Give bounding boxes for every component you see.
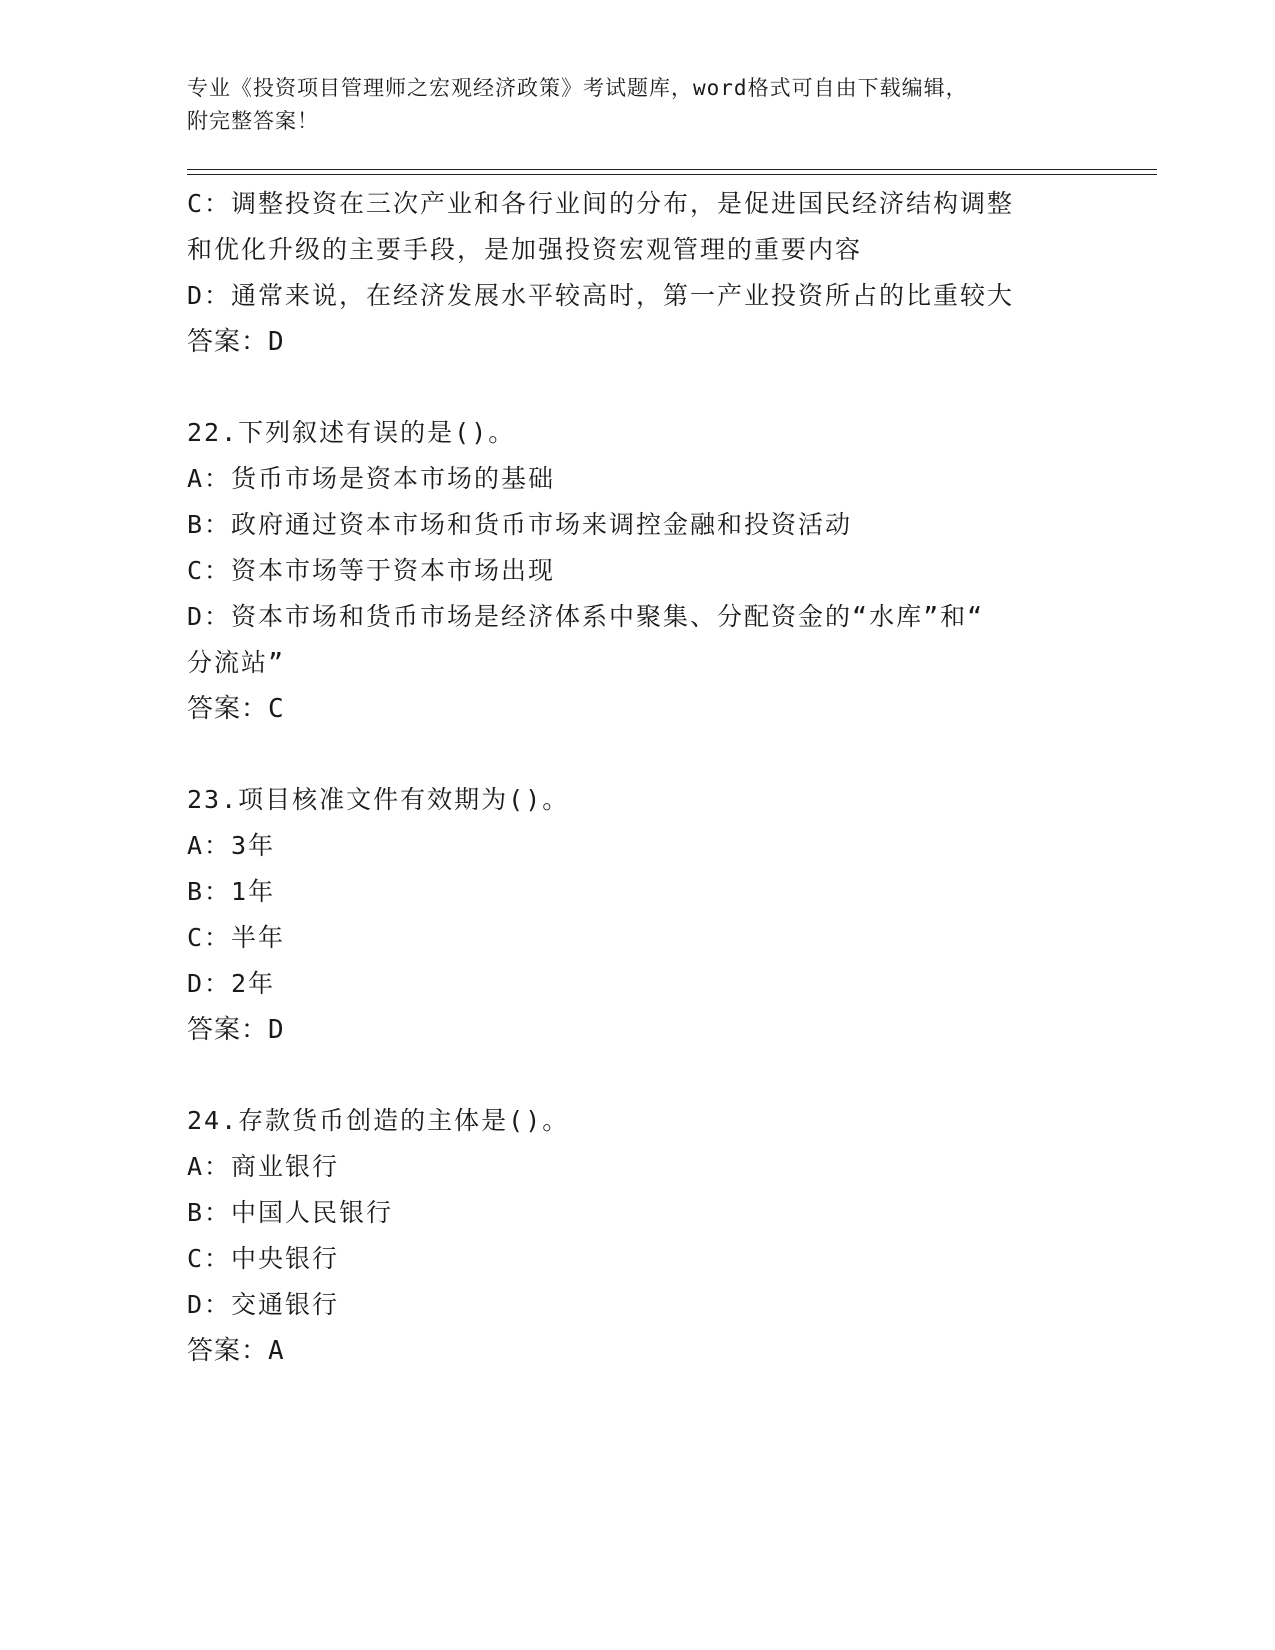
question-22: [187, 410, 1157, 732]
option-d: D：通常来说，在经济发展水平较高时，第一产业投资所占的比重较大: [187, 281, 1015, 310]
question-23: [187, 777, 1157, 1053]
answer-value: D: [268, 1015, 285, 1045]
answer-label: 答案：: [187, 327, 269, 357]
answer-value: D: [268, 327, 285, 357]
document-page: [187, 72, 1157, 1374]
option-b: B：1年: [187, 877, 276, 906]
question-stem: 24.存款货币创造的主体是()。: [187, 1106, 570, 1135]
document-header: [187, 72, 1157, 142]
answer-line: [187, 1328, 1157, 1374]
option-d: D：2年: [187, 969, 276, 998]
question-stem: 22.下列叙述有误的是()。: [187, 418, 516, 447]
answer-value: A: [268, 1336, 285, 1366]
option-a: A：商业银行: [187, 1152, 340, 1181]
answer-value: C: [268, 694, 285, 724]
option-b: B：政府通过资本市场和货币市场来调控金融和投资活动: [187, 510, 853, 539]
option-c: C：资本市场等于资本市场出现: [187, 556, 556, 585]
question-24: [187, 1098, 1157, 1374]
option-c: C：中央银行: [187, 1244, 340, 1273]
document-body: [187, 181, 1157, 1374]
header-line-1: 专业《投资项目管理师之宏观经济政策》考试题库，word格式可自由下载编辑，: [187, 76, 968, 100]
answer-line: [187, 1007, 1157, 1053]
answer-label: 答案：: [187, 694, 269, 724]
header-double-rule: [187, 169, 1157, 175]
option-c-line-1: C：调整投资在三次产业和各行业间的分布，是促进国民经济结构调整: [187, 189, 1015, 218]
answer-label: 答案：: [187, 1015, 269, 1045]
question-21-continuation: [187, 181, 1157, 365]
option-b: B：中国人民银行: [187, 1198, 394, 1227]
question-stem: 23.项目核准文件有效期为()。: [187, 785, 570, 814]
answer-label: 答案：: [187, 1336, 269, 1366]
option-d-line-2: 分流站”: [187, 648, 286, 677]
option-a: A：货币市场是资本市场的基础: [187, 464, 556, 493]
header-line-2: 附完整答案！: [187, 109, 319, 133]
option-d: D：交通银行: [187, 1290, 340, 1319]
answer-line: [187, 686, 1157, 732]
spacer: [187, 732, 1157, 777]
option-c: C：半年: [187, 923, 286, 952]
option-c-line-2: 和优化升级的主要手段，是加强投资宏观管理的重要内容: [187, 235, 863, 264]
option-a: A：3年: [187, 831, 276, 860]
spacer: [187, 365, 1157, 410]
option-d-line-1: D：资本市场和货币市场是经济体系中聚集、分配资金的“水库”和“: [187, 602, 985, 631]
answer-line: [187, 319, 1157, 365]
spacer: [187, 1053, 1157, 1098]
